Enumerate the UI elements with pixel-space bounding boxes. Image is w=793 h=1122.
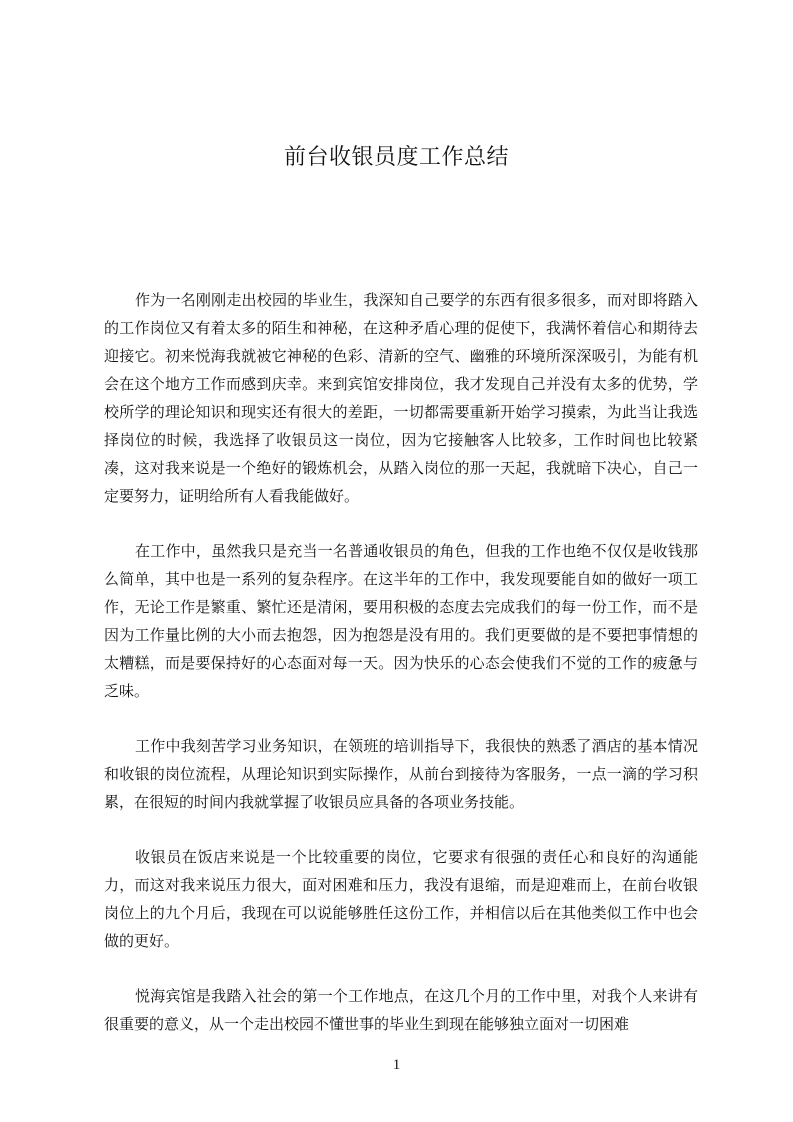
document-body xyxy=(104,286,698,1065)
paragraph-3: 工作中我刻苦学习业务知识，在领班的培训指导下，我很快的熟悉了酒店的基本情况和收银的岗位流程，从理论知识到实际操作，从前台到接待为客服务，一点一滴的学习积累，在很短的时间内我就掌握了收银员应具备的各项业务技能。 xyxy=(104,737,698,811)
page-number: 1 xyxy=(392,1057,401,1073)
paragraph-1: 作为一名刚刚走出校园的毕业生，我深知自己要学的东西有很多很多，而对即将踏入的工作岗位又有着太多的陌生和神秘，在这种矛盾心理的促使下，我满怀着信心和期待去迎接它。初来悦海我就被它神秘的色彩、清新的空气、幽雅的环境所深深吸引，为能有机会在这个地方工作而感到庆幸。来到宾馆安排岗位，我才发现自己并没有太多的优势，学校所学的理论知识和现实还有很大的差距，一切都需要重新开始学习摸索，为此当让我选择岗位的时候，我选择了收银员这一岗位，因为它接触客人比较多，工作时间也比较紧凑，这对我来说是一个绝好的锻炼机会，从踏入岗位的那一天起，我就暗下决心，自己一定要努力，证明给所有人看我能做好。 xyxy=(104,291,698,505)
paragraph-2: 在工作中，虽然我只是充当一名普通收银员的角色，但我的工作也绝不仅仅是收钱那么简单，其中也是一系列的复杂程序。在这半年的工作中，我发现要能自如的做好一项工作，无论工作是繁重、繁忙还是清闲，要用积极的态度去完成我们的每一份工作，而不是因为工作量比例的大小而去抱怨，因为抱怨是没有用的。我们更要做的是不要把事情想的太糟糕，而是要保持好的心态面对每一天。因为快乐的心态会使我们不觉的工作的疲惫与乏味。 xyxy=(104,542,698,700)
paragraph-4: 收银员在饭店来说是一个比较重要的岗位，它要求有很强的责任心和良好的沟通能力，而这对我来说压力很大，面对困难和压力，我没有退缩，而是迎难而上，在前台收银岗位上的九个月后，我现在可以说能够胜任这份工作，并相信以后在其他类似工作中也会做的更好。 xyxy=(104,848,698,950)
document-title: 前台收银员度工作总结 xyxy=(283,145,509,170)
paragraph-5: 悦海宾馆是我踏入社会的第一个工作地点，在这几个月的工作中里，对我个人来讲有很重要的意义，从一个走出校园不懂世事的毕业生到现在能够独立面对一切困难 xyxy=(104,987,698,1033)
